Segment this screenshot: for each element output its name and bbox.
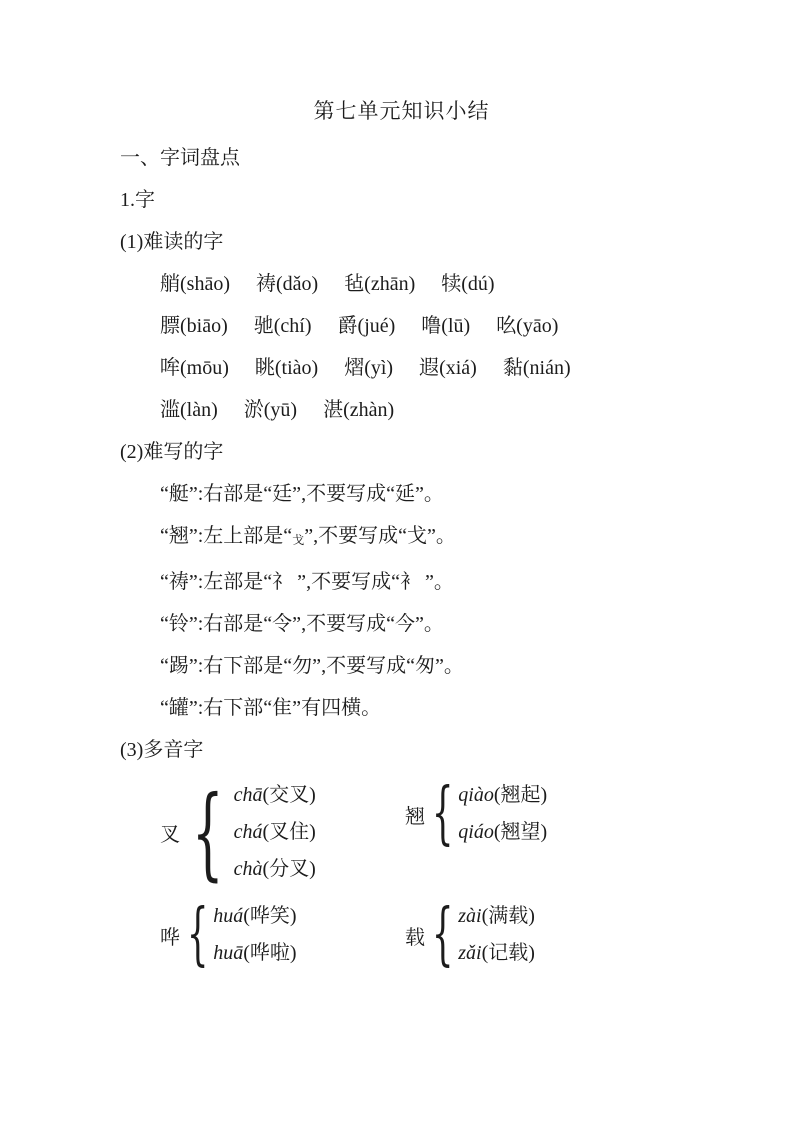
- hard-read-item: 湛(zhàn): [323, 399, 395, 421]
- polyphone-entry: [213, 898, 296, 935]
- polyphone-group-cha: [160, 773, 316, 891]
- hard-read-row: [120, 263, 683, 305]
- hard-read-row: [120, 347, 683, 389]
- hard-write-line: “铃”:右部是“令”,不要写成“今”。: [160, 613, 444, 635]
- polyphone-row: [160, 895, 683, 974]
- hard-read-item: 熠(yì): [344, 357, 394, 379]
- example-word: (交叉): [262, 784, 316, 806]
- left-brace-icon: {: [191, 773, 224, 891]
- example-word: (翘望): [493, 821, 548, 843]
- polyphone-entry: [213, 935, 296, 972]
- example-word: (哗啦): [243, 942, 297, 964]
- polyphone-row: [160, 773, 683, 891]
- hard-read-item: 祷(dǎo): [255, 273, 319, 295]
- hard-read-item: 艄(shāo): [160, 273, 230, 295]
- polyphone-col: [405, 774, 548, 853]
- polyphone-col: [160, 895, 405, 974]
- hard-read-item: 犊(dú): [441, 273, 495, 295]
- polyphone-entry: [458, 898, 535, 935]
- hard-read-heading: (1)难读的字: [120, 231, 224, 253]
- left-brace-icon: {: [431, 895, 454, 974]
- hard-read-row: [120, 389, 683, 431]
- page-title: 第七单元知识小结: [313, 99, 490, 123]
- polyphone-char: 叉: [160, 824, 180, 846]
- polyphone-entries: [458, 777, 547, 851]
- example-word: (分叉): [262, 858, 316, 880]
- hard-read-item: 黏(nián): [502, 357, 571, 379]
- hard-read-item: 驰(chí): [253, 315, 312, 337]
- polyphone-entry: [234, 814, 316, 851]
- example-word: (翘起): [493, 784, 548, 806]
- polyphone-group-hua: [160, 895, 297, 974]
- left-brace-icon: {: [186, 895, 209, 974]
- polyphone-entry: [458, 777, 547, 814]
- example-word: (叉住): [262, 821, 316, 843]
- polyphone-entries: [234, 777, 316, 888]
- left-brace-icon: {: [431, 774, 454, 853]
- hard-read-item: 遐(xiá): [419, 357, 477, 379]
- hard-read-item: 淤(yū): [243, 399, 298, 421]
- hard-read-item: 毡(zhān): [344, 273, 416, 295]
- hard-write-heading: (2)难写的字: [120, 441, 224, 463]
- polyphone-char: 翘: [405, 805, 425, 828]
- hard-write-line: [120, 515, 683, 561]
- hard-write-line: “踢”:右下部是“勿”,不要写成“匆”。: [160, 655, 464, 677]
- example-word: (满载): [481, 905, 535, 927]
- hard-read-item: 膘(biāo): [160, 315, 228, 337]
- hard-write-line-suffix: ”,不要写成“戈”。: [304, 525, 456, 547]
- polyphone-section: [120, 773, 683, 974]
- hard-read-item: 滥(làn): [160, 399, 218, 421]
- section-heading: 一、字词盘点: [120, 147, 240, 169]
- pinyin: chá: [233, 821, 263, 843]
- pinyin: chā: [233, 784, 263, 806]
- example-word: (记载): [481, 942, 535, 964]
- pinyin: qiào: [458, 784, 494, 806]
- hard-write-line: “艇”:右部是“廷”,不要写成“延”。: [160, 483, 444, 505]
- polyphone-entry: [458, 814, 547, 851]
- polyphone-entries: [213, 898, 296, 972]
- polyphone-col: [160, 773, 405, 891]
- polyphone-col: [405, 895, 535, 974]
- polyphone-entry: [458, 935, 535, 972]
- pinyin: chà: [233, 858, 263, 880]
- pinyin: zài: [458, 905, 482, 927]
- pinyin: huá: [213, 905, 244, 927]
- hard-read-row: [120, 305, 683, 347]
- hard-read-item: 哞(mōu): [160, 357, 229, 379]
- subsection-heading: 1.字: [120, 189, 155, 211]
- hard-write-line: “罐”:右下部“隹”有四横。: [160, 697, 382, 719]
- hard-read-item: 爵(jué): [337, 315, 396, 337]
- component-glyph: 戈: [292, 533, 305, 547]
- polyphone-char: 哗: [160, 926, 180, 949]
- hard-write-line: “祷”:左部是“礻 ”,不要写成“衤 ”。: [160, 571, 454, 593]
- example-word: (哗笑): [243, 905, 297, 927]
- hard-write-line-prefix: “翘”:左上部是“: [160, 525, 293, 547]
- hard-read-item: 眺(tiào): [254, 357, 319, 379]
- pinyin: qiáo: [458, 821, 494, 843]
- pinyin: huā: [213, 942, 244, 964]
- pinyin: zǎi: [458, 942, 482, 964]
- polyphone-heading: (3)多音字: [120, 739, 204, 761]
- polyphone-group-qiao: [405, 774, 548, 853]
- hard-read-item: 噜(lū): [421, 315, 471, 337]
- polyphone-entry: [234, 851, 316, 888]
- polyphone-entries: [458, 898, 535, 972]
- hard-read-item: 吆(yāo): [496, 315, 559, 337]
- polyphone-entry: [234, 777, 316, 814]
- polyphone-char: 载: [405, 926, 425, 949]
- polyphone-group-zai: [405, 895, 535, 974]
